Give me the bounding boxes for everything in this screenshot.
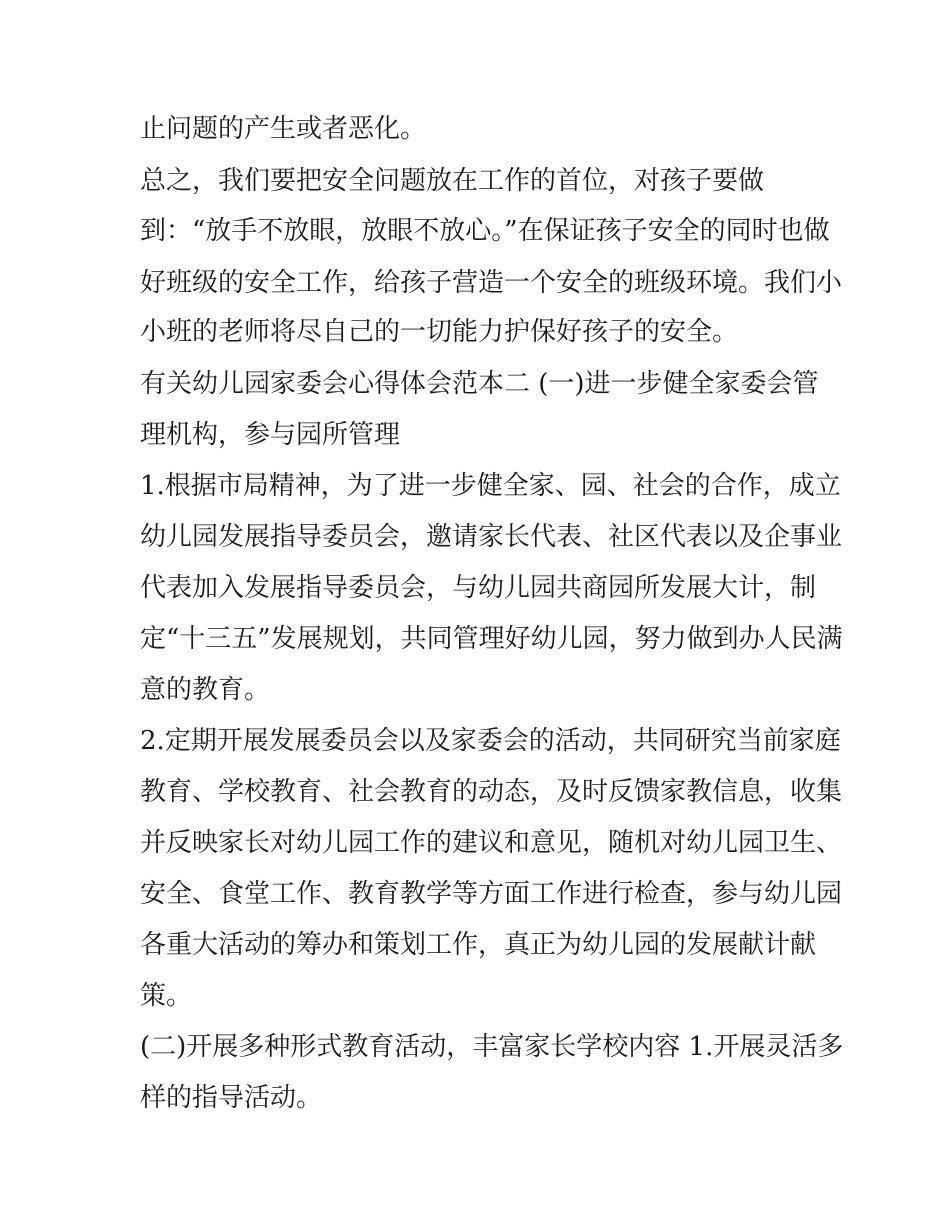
text-line: 幼儿园发展指导委员会，邀请家长代表、社区代表以及企事业 [140,522,843,552]
text-line: 2.定期开展发展委员会以及家委会的活动，共同研究当前家庭 [140,726,841,756]
text-line: 安全、食堂工作、教育教学等方面工作进行检查，参与幼儿园 [140,879,843,909]
text-line: 1.根据市局精神，为了进一步健全家、园、社会的合作，成立 [140,471,841,501]
text-line: 代表加入发展指导委员会，与幼儿园共商园所发展大计，制 [140,573,817,603]
text-line: 定“十三五”发展规划，共同管理好幼儿园，努力做到办人民满 [140,624,843,654]
text-line: 止问题的产生或者恶化。 [140,114,427,144]
text-line: 总之，我们要把安全问题放在工作的首位，对孩子要做 [140,166,765,196]
text-line: 并反映家长对幼儿园工作的建议和意见，随机对幼儿园卫生、 [140,828,843,858]
text-line: 到：“放手不放眼，放眼不放心。”在保证孩子安全的同时也做 [140,216,830,246]
text-line: 各重大活动的筹办和策划工作，真正为幼儿园的发展献计献 [140,930,817,960]
text-line: (二)开展多种形式教育活动，丰富家长学校内容 1.开展灵活多 [140,1032,844,1062]
text-line: 有关幼儿园家委会心得体会范本二 (一)进一步健全家委会管 [140,369,819,399]
text-line: 策。 [140,981,193,1011]
text-line: 教育、学校教育、社会教育的动态，及时反馈家教信息，收集 [140,777,843,807]
text-line: 意的教育。 [140,675,271,705]
text-line: 小班的老师将尽自己的一切能力护保好孩子的安全。 [140,317,739,347]
text-line: 好班级的安全工作，给孩子营造一个安全的班级环境。我们小 [140,268,843,298]
text-line: 理机构，参与园所管理 [140,420,401,450]
text-line: 样的指导活动。 [140,1083,323,1113]
